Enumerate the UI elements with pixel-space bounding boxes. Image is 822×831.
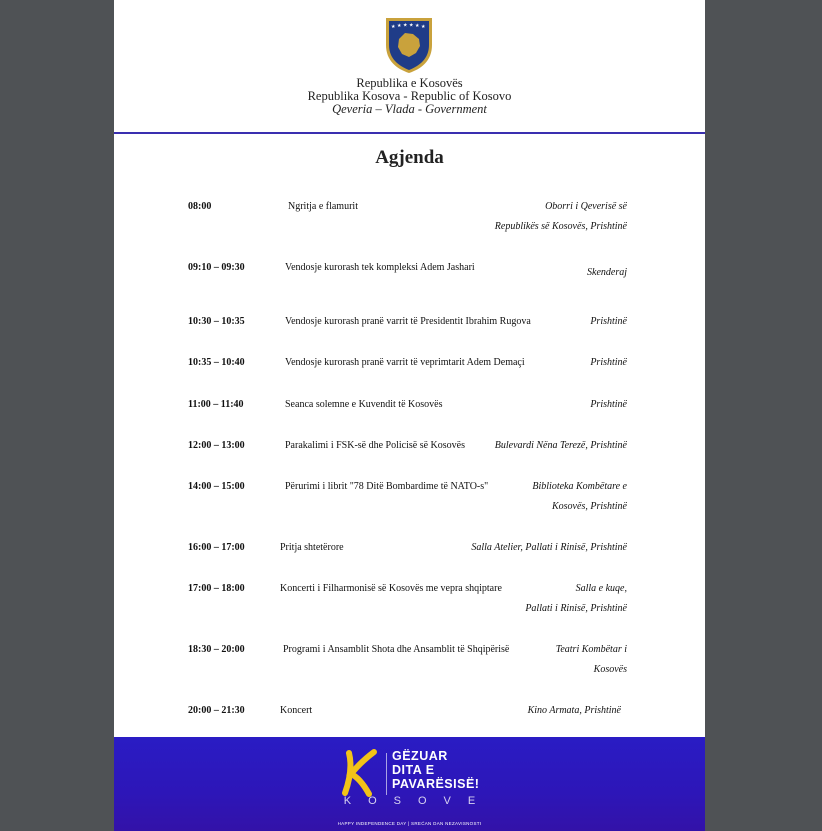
- agenda-time: 17:00 – 18:00: [188, 583, 245, 594]
- document-page: [114, 0, 705, 831]
- agenda-place: Prishtinë: [590, 316, 627, 327]
- agenda-place: Teatri Kombëtar i: [555, 644, 627, 655]
- agenda-time: 20:00 – 21:30: [188, 705, 245, 716]
- banner-line-1: GËZUAR: [392, 749, 448, 763]
- agenda-event: Përurimi i librit "78 Ditë Bombardime të NATO-s": [285, 481, 489, 492]
- agenda-event: Koncert: [280, 705, 313, 716]
- agenda-time: 10:35 – 10:40: [188, 357, 245, 368]
- independence-day-banner: [114, 737, 705, 831]
- header-line-2: Republika Kosova - Republic of Kosovo: [307, 89, 512, 103]
- agenda-time: 09:10 – 09:30: [188, 262, 245, 273]
- agenda-time: 12:00 – 13:00: [188, 440, 245, 451]
- svg-text:★: ★: [391, 24, 396, 30]
- agenda-place: Salla Atelier, Pallati i Rinisë, Prishtinë: [471, 542, 627, 553]
- agenda-place: Bulevardi Nëna Terezë, Prishtinë: [494, 440, 627, 451]
- header-line-1: Republika e Kosovës: [356, 76, 463, 90]
- agenda-place: Prishtinë: [590, 357, 627, 368]
- kosovo-coat-of-arms-icon: [383, 15, 435, 75]
- agenda-event: Vendosje kurorash pranë varrit të Presidentit Ibrahim Rugova: [285, 316, 531, 327]
- agenda-event: Vendosje kurorash tek kompleksi Adem Jashari: [285, 262, 475, 273]
- banner-line-3: PAVARËSISË!: [392, 777, 480, 791]
- agenda-event: Seanca solemne e Kuvendit të Kosovës: [285, 399, 443, 410]
- banner-divider: [386, 753, 387, 795]
- svg-text:★: ★: [415, 23, 420, 29]
- header-divider: [114, 132, 705, 134]
- kosova-k-logo-icon: [340, 747, 380, 797]
- agenda-time: 18:30 – 20:00: [188, 644, 245, 655]
- page-title: Agjenda: [375, 147, 444, 168]
- agenda-place: Salla e kuqe,: [575, 583, 627, 594]
- svg-text:★: ★: [409, 22, 414, 29]
- banner-line-2: DITA E: [392, 763, 435, 777]
- agenda-event: Ngritja e flamurit: [288, 201, 358, 212]
- agenda-time: 14:00 – 15:00: [188, 481, 245, 492]
- svg-text:★: ★: [421, 24, 426, 30]
- agenda-event: Koncerti i Filharmonisë së Kosovës me vepra shqiptare: [280, 583, 502, 594]
- agenda-event: Vendosje kurorash pranë varrit të veprimtarit Adem Demaçi: [285, 357, 525, 368]
- agenda-place-cont: Kosovës: [593, 664, 627, 675]
- agenda-event: Parakalimi i FSK-së dhe Policisë së Kosovës: [285, 440, 465, 451]
- agenda-place: Prishtinë: [590, 399, 627, 410]
- agenda-time: 08:00: [188, 201, 212, 212]
- agenda-time: 11:00 – 11:40: [188, 399, 244, 410]
- agenda-place-cont: Republikës së Kosovës, Prishtinë: [494, 221, 627, 232]
- agenda-place: Biblioteka Kombëtare e: [532, 481, 627, 492]
- agenda-event: Programi i Ansamblit Shota dhe Ansamblit të Shqipërisë: [283, 644, 510, 655]
- agenda-place-cont: Kosovës, Prishtinë: [552, 501, 627, 512]
- agenda-place: Skenderaj: [587, 267, 627, 278]
- agenda-place: Oborri i Qeverisë së: [545, 201, 627, 212]
- agenda-place: Kino Armata, Prishtinë: [527, 705, 621, 716]
- agenda-time: 16:00 – 17:00: [188, 542, 245, 553]
- svg-text:★: ★: [403, 22, 408, 29]
- agenda-event: Pritja shtetërore: [280, 542, 344, 553]
- banner-tagline: HAPPY INDEPENDENCE DAY | SREĆAN DAN NEZAVISNOSTI: [337, 821, 482, 826]
- agenda-place-cont: Pallati i Rinisë, Prishtinë: [525, 603, 627, 614]
- header-line-3: Qeveria – Vlada - Government: [332, 102, 487, 116]
- banner-kosove-wordmark: KOSOVE: [343, 795, 493, 807]
- agenda-time: 10:30 – 10:35: [188, 316, 245, 327]
- svg-text:★: ★: [397, 23, 402, 29]
